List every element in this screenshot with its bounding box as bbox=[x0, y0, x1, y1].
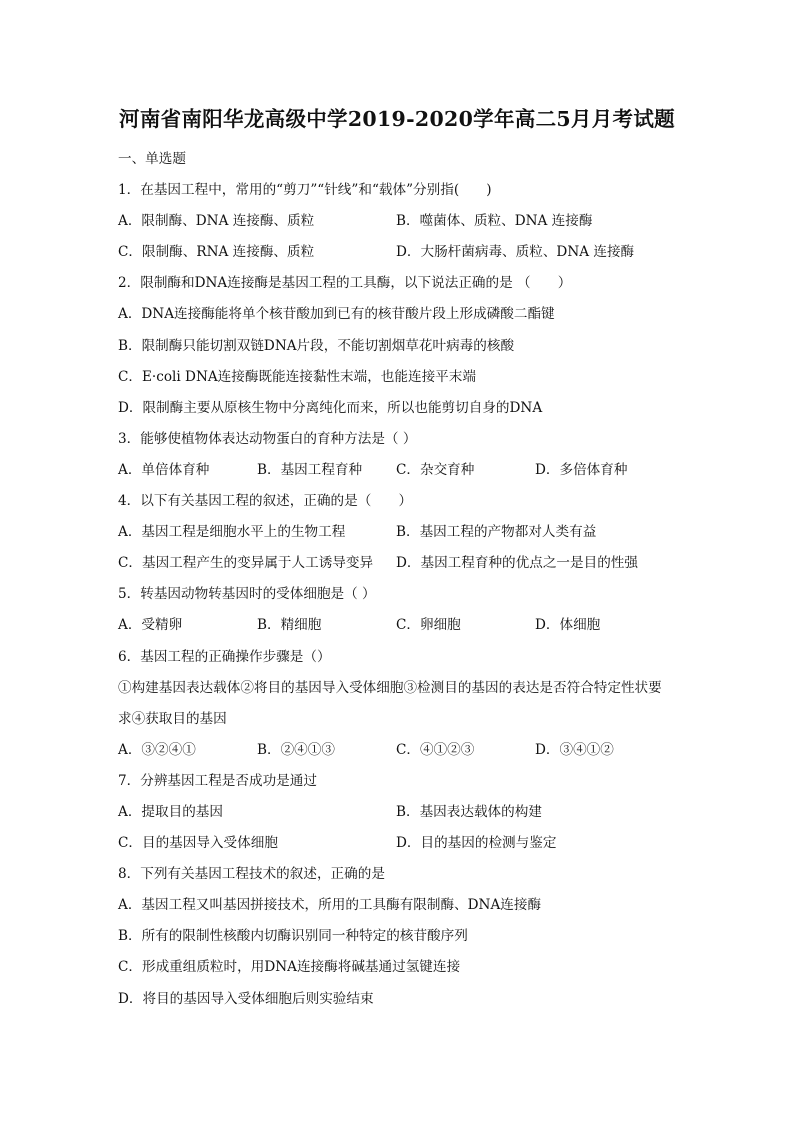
answer-option: C．目的基因导入受体细胞 bbox=[118, 835, 278, 852]
question-stem: 2．限制酶和DNA连接酶是基因工程的工具酶，以下说法正确的是 （ ） bbox=[118, 275, 572, 292]
answer-option: A．基因工程又叫基因拼接技术，所用的工具酶有限制酶、DNA连接酶 bbox=[118, 897, 542, 914]
answer-option: A．基因工程是细胞水平上的生物工程 bbox=[118, 524, 346, 541]
options-row bbox=[118, 517, 678, 548]
question-list bbox=[118, 144, 678, 1015]
question-stem: 6．基因工程的正确操作步骤是（） bbox=[118, 648, 331, 665]
answer-option: C．基因工程产生的变异属于人工诱导变异 bbox=[118, 555, 374, 572]
answer-option: D．大肠杆菌病毒、质粒、DNA 连接酶 bbox=[396, 244, 635, 261]
answer-option: D．限制酶主要从原核生物中分离纯化而来，所以也能剪切自身的DNA bbox=[118, 399, 543, 416]
options-row bbox=[118, 455, 678, 486]
options-row bbox=[118, 735, 678, 766]
answer-option: B．基因工程育种 bbox=[257, 461, 363, 478]
answer-option: B．限制酶只能切割双链DNA片段，不能切割烟草花叶病毒的核酸 bbox=[118, 337, 515, 354]
question-stem: 1．在基因工程中，常用的“剪刀”“针线”和“载体”分别指( ) bbox=[118, 182, 492, 199]
answer-option: C．④①②③ bbox=[396, 741, 475, 758]
options-row bbox=[118, 797, 678, 828]
answer-option: A．③②④① bbox=[118, 741, 196, 758]
page-title: 河南省南阳华龙高级中学2019-2020学年高二5月月考试题 bbox=[119, 107, 675, 131]
section-heading: 一、单选题 bbox=[118, 151, 186, 167]
answer-option: A．单倍体育种 bbox=[118, 461, 210, 478]
answer-option: B．②④①③ bbox=[257, 741, 335, 758]
answer-option: C．卵细胞 bbox=[396, 617, 461, 634]
answer-option: C．杂交育种 bbox=[396, 461, 475, 478]
question-stem-continued: 求④获取目的基因 bbox=[118, 710, 227, 727]
answer-option: B．基因表达载体的构建 bbox=[396, 803, 542, 820]
options-row bbox=[118, 548, 678, 579]
answer-option: B．噬菌体、质粒、DNA 连接酶 bbox=[396, 213, 593, 230]
answer-option: B．精细胞 bbox=[257, 617, 322, 634]
answer-option: A．DNA连接酶能将单个核苷酸加到已有的核苷酸片段上形成磷酸二酯键 bbox=[118, 306, 555, 323]
answer-option: B．所有的限制性核酸内切酶识别同一种特定的核苷酸序列 bbox=[118, 928, 468, 945]
options-row bbox=[118, 828, 678, 859]
answer-option: D．体细胞 bbox=[535, 617, 601, 634]
question-stem: 3．能够使植物体表达动物蛋白的育种方法是（ ） bbox=[118, 430, 417, 447]
answer-option: A．受精卵 bbox=[118, 617, 183, 634]
answer-option: C．形成重组质粒时，用DNA连接酶将碱基通过氢键连接 bbox=[118, 959, 461, 976]
answer-option: A．限制酶、DNA 连接酶、质粒 bbox=[118, 213, 315, 230]
question-stem-continued: ①构建基因表达载体②将目的基因导入受体细胞③检测目的基因的表达是否符合特定性状要 bbox=[118, 679, 662, 696]
question-stem: 4．以下有关基因工程的叙述，正确的是（ ） bbox=[118, 493, 413, 510]
answer-option: D．将目的基因导入受体细胞后则实验结束 bbox=[118, 990, 374, 1007]
options-row bbox=[118, 206, 678, 237]
answer-option: D．③④①② bbox=[535, 741, 614, 758]
options-row bbox=[118, 237, 678, 268]
question-stem: 7．分辨基因工程是否成功是通过 bbox=[118, 772, 317, 789]
answer-option: C．限制酶、RNA 连接酶、质粒 bbox=[118, 244, 315, 261]
options-row bbox=[118, 610, 678, 641]
answer-option: A．提取目的基因 bbox=[118, 803, 223, 820]
answer-option: D．多倍体育种 bbox=[535, 461, 628, 478]
question-stem: 5．转基因动物转基因时的受体细胞是（ ） bbox=[118, 586, 376, 603]
answer-option: D．目的基因的检测与鉴定 bbox=[396, 835, 557, 852]
question-stem: 8．下列有关基因工程技术的叙述，正确的是 bbox=[118, 866, 385, 883]
answer-option: C．E·coli DNA连接酶既能连接黏性末端，也能连接平末端 bbox=[118, 368, 476, 385]
answer-option: D．基因工程育种的优点之一是目的性强 bbox=[396, 555, 638, 572]
answer-option: B．基因工程的产物都对人类有益 bbox=[396, 524, 597, 541]
